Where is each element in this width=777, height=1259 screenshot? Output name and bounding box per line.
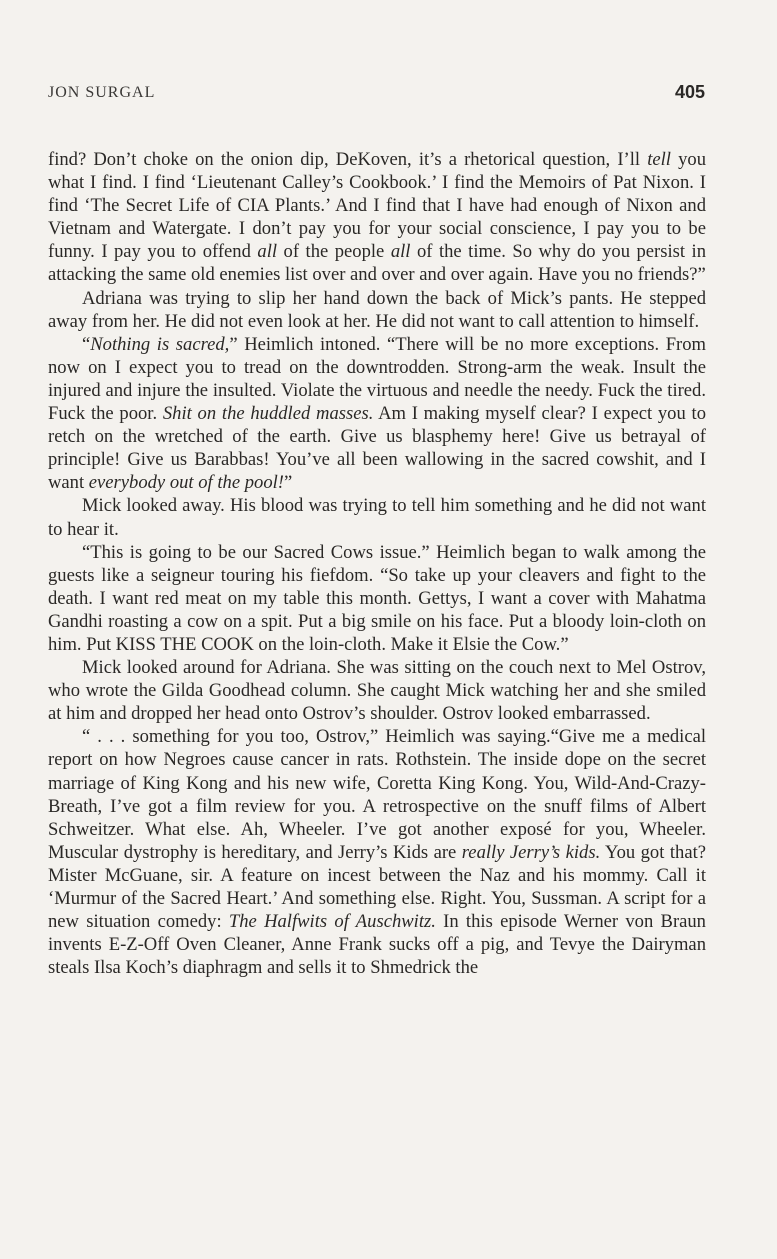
- text-run: In this episode Werner von Braun invents E-Z-Off Oven Cleaner, Anne Frank sucks off a pig, and Tevye the Dairyman steals Ilsa Koch’s diaphragm and sells it to Shmedrick the: [48, 911, 706, 979]
- italic-text: Shit on the huddled masses.: [162, 403, 374, 425]
- paragraph: [48, 541, 706, 656]
- page-number: 405: [674, 82, 705, 102]
- italic-text: The Halfwits of Auschwitz.: [228, 911, 436, 933]
- text-run: You got that? Mister McGuane, sir. A feature on incest between the Naz and his mommy. Call it ‘Murmur of the Sacred Heart.’ And something else. Right. You, Sussman. A script for a new situation comedy:: [48, 841, 706, 933]
- text-run: Mick looked around for Adriana. She was sitting on the couch next to Mel Ostrov, who wrote the Gilda Goodhead column. She caught Mick watching her and she smiled at him and dropped her head onto Ostrov’s shoulder. Ostrov looked embarrassed.: [48, 657, 706, 725]
- paragraph: [48, 494, 706, 540]
- text-run: Adriana was trying to slip her hand down the back of Mick’s pants. He stepped away from her. He did not even look at her. He did not want to call attention to himself.: [48, 287, 706, 332]
- text-run: you what I find. I find ‘Lieutenant Calley’s Cookbook.’ I find the Memoirs of Pat Nixon. I find ‘The Secret Life of CIA Plants.’ And I find that I have had enough of Nixon and Vietnam and Watergate. I don’t pay you for your social conscience, I pay you to be funny. I pay you to offend: [48, 149, 706, 263]
- text-run: find? Don’t choke on the onion dip, DeKoven, it’s a rhetorical question, I’ll: [48, 149, 648, 170]
- italic-text: everybody out of the pool!: [88, 472, 284, 494]
- paragraph: [48, 656, 706, 725]
- italic-text: all: [257, 241, 278, 263]
- paragraph: [48, 333, 706, 495]
- text-run: of the people: [277, 241, 391, 263]
- paragraph: [48, 148, 706, 287]
- paragraph: [48, 725, 706, 979]
- text-run: “ . . . something for you too, Ostrov,” Heimlich was saying.“Give me a medical report on how Negroes cause cancer in rats. Rothstein. The inside dope on the secret marriage of King Kong and his new wife, Coretta King Kong. You, Wild-And-Crazy-Breath, I’ve got a film review for you. A retrospective on the snuff films of Albert Schweitzer. What else. Ah, Wheeler. I’ve got another exposé for you, Wheeler. Muscular dystrophy is hereditary, and Jerry’s Kids are: [48, 726, 706, 863]
- italic-text: really Jerry’s kids.: [461, 841, 601, 863]
- text-run: “This is going to be our Sacred Cows issue.” Heimlich began to walk among the guests like a seigneur touring his fiefdom. “So take up your cleavers and fight to the death. I want red meat on my table this month. Gettys, I want a cover with Mahatma Gandhi roasting a cow on a spit. Put a big smile on his face. Put a bloody loin-cloth on him. Put KISS THE COOK on the loin-cloth. Make it Elsie the Cow.”: [48, 541, 706, 655]
- italic-text: Nothing is sacred,: [90, 333, 230, 355]
- italic-text: tell: [647, 149, 671, 170]
- text-run: Am I making myself clear? I expect you to retch on the wretched of the earth. Give us blasphemy here! Give us betrayal of principle! Give us Barabbas! You’ve all been wallowing in the sacred cowshit, and I want: [48, 403, 706, 494]
- text-run: ”: [283, 472, 293, 494]
- body-text: [48, 148, 706, 979]
- text-run: ” Heimlich intoned. “There will be no more exceptions. From now on I expect you to tread on the downtrodden. Strong-arm the weak. Insult the injured and injure the insulted. Violate the virtuous and needle the needy. Fuck the tired. Fuck the poor.: [48, 333, 706, 425]
- running-head: JON SURGAL: [48, 84, 156, 101]
- text-run: Mick looked away. His blood was trying to tell him something and he did not want to hear it.: [48, 495, 706, 540]
- paragraph: [48, 287, 706, 333]
- text-run: “: [82, 333, 91, 355]
- text-run: of the time. So why do you persist in attacking the same old enemies list over and over and over again. Have you no friends?”: [48, 241, 706, 286]
- italic-text: all: [390, 241, 411, 263]
